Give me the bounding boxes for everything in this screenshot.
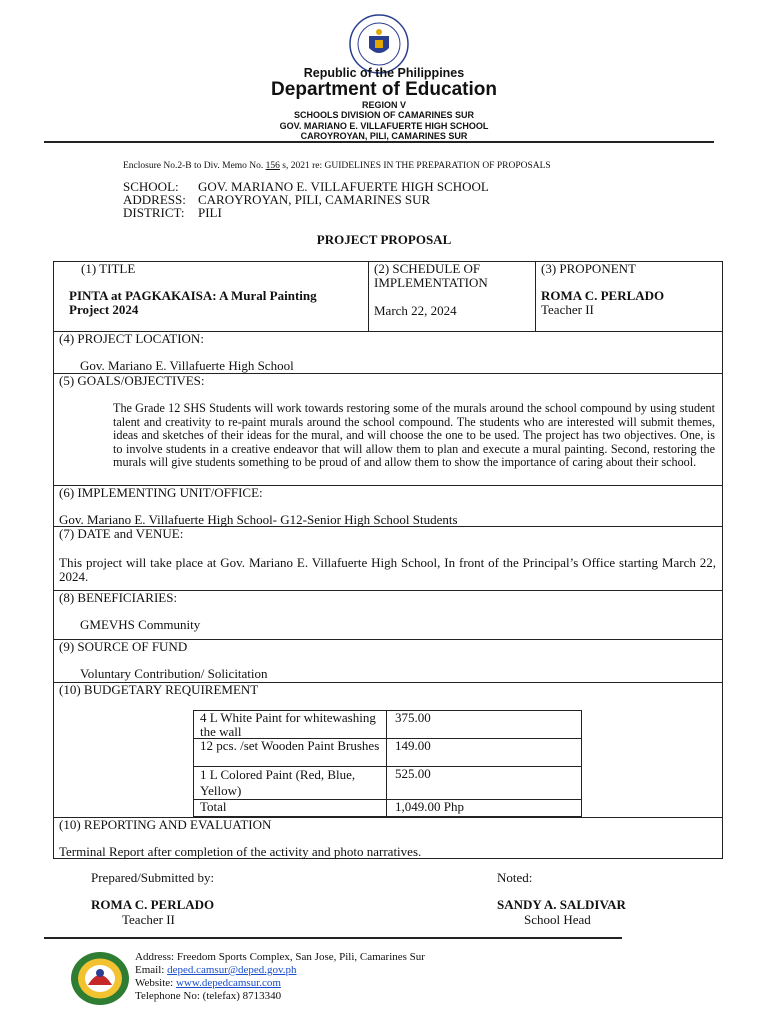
beneficiaries-cell	[53, 590, 723, 640]
fund-label: (9) SOURCE OF FUND	[59, 639, 188, 654]
republic-line: Republic of the Philippines	[303, 66, 465, 80]
prepared-role: Teacher II	[122, 912, 175, 927]
beneficiaries-value: GMEVHS Community	[80, 617, 201, 632]
beneficiaries-label: (8) BENEFICIARIES:	[59, 590, 178, 605]
budget-item: 4 L White Paint for whitewashing the wall	[200, 710, 376, 739]
enclosure-prefix: Enclosure No.2-B to Div. Memo No.	[123, 161, 264, 171]
budget-total-value: 1,049.00 Php	[395, 799, 464, 814]
budget-item-cell	[193, 710, 387, 739]
footer-website-line	[135, 977, 281, 990]
school-line: GOV. MARIANO E. VILLAFUERTE HIGH SCHOOL	[279, 121, 489, 131]
header-divider	[44, 141, 714, 143]
date-value: This project will take place at Gov. Mariano E. Villafuerte High School, In front of the Principal’s Office starting March 22, 2024.	[59, 555, 716, 584]
schedule-cell	[368, 261, 536, 332]
unit-value: Gov. Mariano E. Villafuerte High School- G12-Senior High School Students	[59, 512, 458, 527]
email-label: Email:	[135, 964, 168, 976]
district-label: DISTRICT:	[123, 205, 185, 220]
footer-phone: Telephone No: (telefax) 8713340	[135, 990, 282, 1002]
budget-item-cell	[193, 738, 387, 767]
schedule-label: (2) SCHEDULE OF IMPLEMENTATION	[374, 261, 488, 290]
location-value: Gov. Mariano E. Villafuerte High School	[80, 358, 294, 373]
proponent-role: Teacher II	[541, 302, 594, 317]
proponent-name: ROMA C. PERLADO	[541, 288, 665, 303]
budget-total-value-cell	[386, 799, 582, 817]
budget-total-label-cell	[193, 799, 387, 817]
budget-label: (10) BUDGETARY REQUIREMENT	[59, 682, 259, 697]
reporting-cell	[53, 817, 723, 859]
reporting-value: Terminal Report after completion of the activity and photo narratives.	[59, 844, 422, 859]
fund-cell	[53, 639, 723, 683]
project-title: PINTA at PAGKAKAISA: A Mural Painting Project 2024	[69, 288, 317, 317]
goals-text: The Grade 12 SHS Students will work towards restoring some of the murals around the school compound by using student talent and creativity to re-paint murals around the school compound. The students who are interested will submit themes, ideas and sketches of their ideas for the mural, and will choose the one to be used. The project has two objectives. One, is to involve students in a creative endeavor that will allow them to plan and execute a mural painting. Second, restoring the murals will give students something to be proud of and allow them to show the importance of caring about their school.	[113, 401, 715, 470]
enclosure-note	[123, 160, 551, 172]
school-address-line: CAROYROYAN, PILI, CAMARINES SUR	[300, 131, 468, 141]
district-value: PILI	[198, 205, 222, 220]
prepared-name: ROMA C. PERLADO	[91, 897, 215, 912]
document-title: PROJECT PROPOSAL	[316, 232, 452, 247]
email-link[interactable]: deped.camsur@deped.gov.ph	[167, 964, 297, 976]
noted-name: SANDY A. SALDIVAR	[497, 897, 626, 912]
date-label: (7) DATE and VENUE:	[59, 526, 184, 541]
deped-seal-icon	[349, 14, 409, 74]
website-link[interactable]: www.depedcamsur.com	[175, 977, 281, 989]
footer-address: Address: Freedom Sports Complex, San Jose, Pili, Camarines Sur	[135, 951, 425, 963]
goals-cell	[53, 373, 723, 486]
reporting-label: (10) REPORTING AND EVALUATION	[59, 817, 272, 832]
budget-amount-cell	[386, 738, 582, 767]
fund-value: Voluntary Contribution/ Solicitation	[80, 666, 268, 681]
region-line: REGION V	[361, 100, 406, 110]
department-name: Department of Education	[271, 79, 497, 100]
school-value: GOV. MARIANO E. VILLAFUERTE HIGH SCHOOL	[198, 179, 489, 194]
budget-amount: 149.00	[395, 738, 431, 753]
noted-label: Noted:	[497, 870, 533, 885]
unit-label: (6) IMPLEMENTING UNIT/OFFICE:	[59, 485, 263, 500]
footer-email-line	[135, 964, 297, 977]
school-label: SCHOOL:	[123, 179, 179, 194]
proponent-cell	[535, 261, 723, 332]
budget-amount-cell	[386, 766, 582, 800]
budget-item-cell	[193, 766, 387, 800]
prepared-label: Prepared/Submitted by:	[91, 870, 215, 885]
date-cell	[53, 526, 723, 591]
budget-item: 1 L Colored Paint (Red, Blue, Yellow)	[200, 767, 356, 798]
location-cell	[53, 331, 723, 374]
title-label: (1) TITLE	[81, 261, 136, 276]
noted-role: School Head	[524, 912, 591, 927]
enclosure-suffix: s, 2021 re: GUIDELINES IN THE PREPARATION OF PROPOSALS	[282, 161, 551, 171]
proponent-label: (3) PROPONENT	[541, 261, 636, 276]
location-label: (4) PROJECT LOCATION:	[59, 331, 204, 346]
budget-amount: 375.00	[395, 710, 431, 725]
goals-label: (5) GOALS/OBJECTIVES:	[59, 373, 205, 388]
footer-divider	[44, 937, 622, 939]
division-line: SCHOOLS DIVISION OF CAMARINES SUR	[293, 110, 474, 120]
address-value: CAROYROYAN, PILI, CAMARINES SUR	[198, 192, 431, 207]
division-logo-icon	[70, 951, 130, 1006]
website-label: Website:	[135, 977, 176, 989]
unit-cell	[53, 485, 723, 527]
budget-amount: 525.00	[395, 766, 431, 781]
schedule-value: March 22, 2024	[374, 303, 457, 318]
budget-total-label: Total	[200, 799, 227, 814]
budget-amount-cell	[386, 710, 582, 739]
address-label: ADDRESS:	[123, 192, 186, 207]
title-cell	[53, 261, 369, 332]
memo-number: 156	[265, 161, 280, 171]
budget-item: 12 pcs. /set Wooden Paint Brushes	[200, 738, 380, 753]
